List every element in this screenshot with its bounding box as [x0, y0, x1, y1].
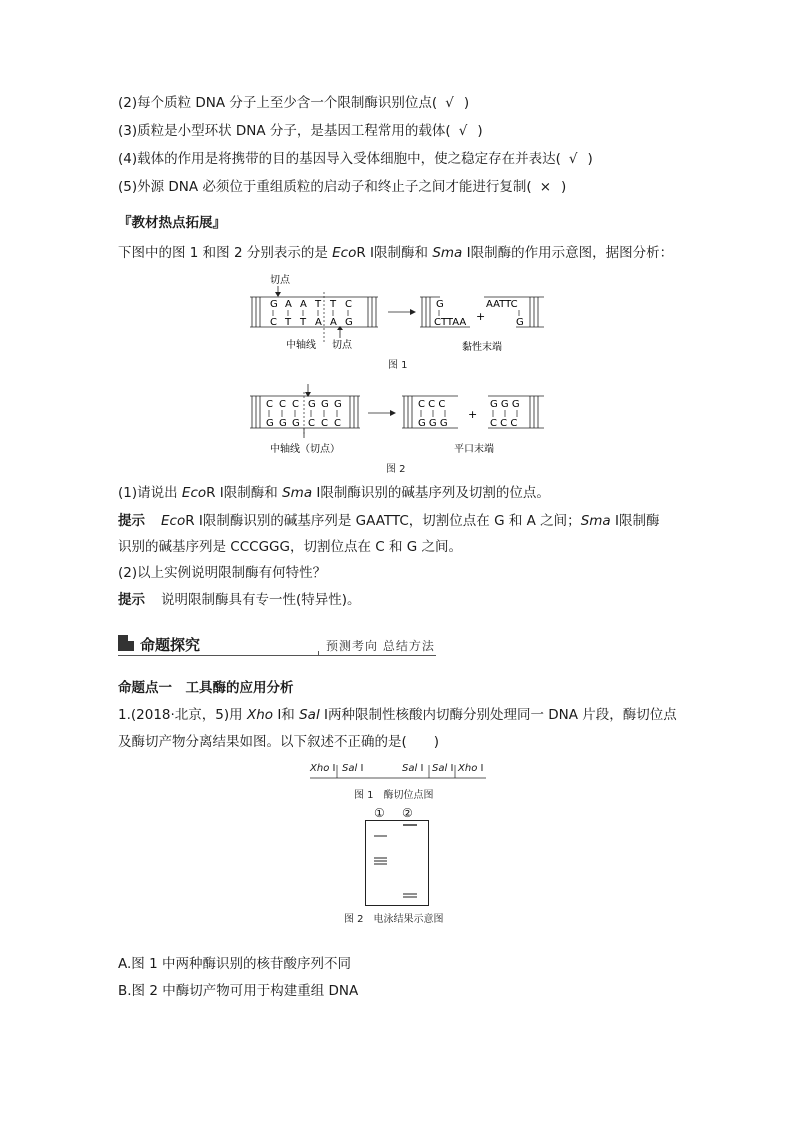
site-map-caption: 图 1 酶切位点图 — [354, 790, 434, 801]
base: C — [321, 418, 328, 429]
text: Ⅰ和 — [273, 707, 300, 723]
hint-label: 提示 — [118, 513, 145, 529]
enzyme-name: Sal — [432, 763, 448, 774]
base: G — [321, 399, 329, 410]
section-square-icon — [118, 635, 134, 651]
base: A — [300, 299, 307, 310]
section-subtitle: 预测考向 总结方法 — [326, 639, 435, 653]
figure-2-smai — [248, 380, 548, 458]
text: 下图中的图 1 和图 2 分别表示的是 — [118, 245, 333, 261]
section-title: 命题探究 — [140, 636, 201, 654]
enzyme-name: Eco — [181, 485, 207, 501]
point-title: 命题点一 工具酶的应用分析 — [118, 680, 294, 696]
fragment-seq: G G G — [418, 418, 448, 429]
item-text: (2)每个质粒 DNA 分子上至少含一个限制酶识别位点( — [118, 95, 438, 111]
fragment-seq: C C C — [418, 399, 446, 410]
enzyme-name: Eco — [161, 513, 186, 529]
text: (1)请说出 — [118, 485, 182, 501]
base: C — [266, 399, 273, 410]
figure-2-caption: 图 2 — [386, 464, 406, 475]
item-text: (4)载体的作用是将携带的目的基因导入受体细胞中，使之稳定存在并表达( — [118, 151, 561, 167]
base: C — [279, 399, 286, 410]
paren-end: ) — [477, 123, 483, 139]
text: 1.(2018·北京，5)用 — [118, 707, 247, 723]
base: C — [292, 399, 299, 410]
intro-sentence — [118, 247, 673, 261]
sticky-end-label: 黏性末端 — [462, 342, 502, 353]
text: R Ⅰ限制酶和 — [356, 245, 433, 261]
text: R Ⅰ限制酶识别的碱基序列是 GAATTC，切割位点在 G 和 A 之间； — [185, 513, 581, 529]
enzyme-name: Xho — [458, 763, 478, 774]
item-4 — [118, 153, 593, 167]
gel-lane-2-label: ② — [402, 806, 413, 820]
fragment-seq: G — [436, 299, 444, 310]
gel-diagram — [365, 820, 429, 906]
check-mark: √ — [568, 151, 578, 167]
plus-sign: + — [468, 408, 478, 421]
option-b: B.图 2 中酶切产物可用于构建重组 DNA — [118, 983, 359, 999]
section-header: 『教材热点拓展』 — [118, 215, 226, 231]
text: Ⅰ — [357, 763, 364, 774]
question-item-line-1 — [118, 709, 677, 723]
axis-label: 中轴线（切点） — [270, 444, 340, 455]
base: G — [266, 418, 274, 429]
blunt-end-label: 平口末端 — [454, 444, 494, 455]
hint-1-line-1 — [118, 515, 659, 529]
section-rule — [118, 655, 436, 656]
base: A — [330, 317, 337, 328]
hint-1-line-2: 识别的碱基序列是 CCCGGG，切割位点在 C 和 G 之间。 — [118, 539, 463, 555]
option-a: A.图 1 中两种酶识别的核苷酸序列不同 — [118, 956, 351, 972]
enzyme-name: Sma — [282, 485, 313, 501]
site-map — [310, 763, 486, 785]
axis-label: 中轴线 — [286, 340, 316, 351]
text: Ⅰ两种限制性核酸内切酶分别处理同一 DNA 片段，酶切位点 — [319, 707, 677, 723]
hint-2 — [118, 594, 361, 608]
paren-end: ) — [561, 179, 567, 195]
fragment-seq: CTTAA — [434, 317, 467, 328]
figure-1-caption: 图 1 — [388, 360, 408, 371]
item-3 — [118, 125, 483, 139]
text: Ⅰ限制酶识别的碱基序列及切割的位点。 — [312, 485, 550, 501]
base: G — [279, 418, 287, 429]
enzyme-name: Sma — [432, 245, 463, 261]
item-text: (5)外源 DNA 必须位于重组质粒的启动子和终止子之间才能进行复制( — [118, 179, 532, 195]
text: Ⅰ限制酶的作用示意图，据图分析： — [462, 245, 674, 261]
enzyme-name: Sal — [402, 763, 418, 774]
plus-sign: + — [476, 310, 486, 323]
check-mark: √ — [445, 95, 454, 111]
cut-label-top: 切点 — [270, 275, 290, 286]
enzyme-name: Sal — [342, 763, 358, 774]
enzyme-name: Eco — [332, 245, 357, 261]
base: T — [330, 299, 337, 310]
paren-end: ) — [587, 151, 593, 167]
base: C — [345, 299, 352, 310]
section-proposition-header — [118, 633, 436, 657]
paren-end: ) — [463, 95, 470, 111]
cut-label-bottom: 切点 — [332, 340, 352, 351]
check-mark: √ — [458, 123, 468, 139]
text: Ⅰ — [417, 763, 424, 774]
base: G — [270, 299, 278, 310]
hint-label: 提示 — [118, 592, 145, 608]
site-map-line — [310, 763, 486, 785]
base: T — [300, 317, 307, 328]
fragment-seq: G G G — [490, 399, 520, 410]
item-text: (3)质粒是小型环状 DNA 分子，是基因工程常用的载体( — [118, 123, 451, 139]
base: G — [345, 317, 353, 328]
figure-1-ecori — [248, 272, 548, 368]
base: C — [308, 418, 315, 429]
enzyme-name: Xho — [310, 763, 330, 774]
base: G — [292, 418, 300, 429]
base: A — [285, 299, 292, 310]
base: G — [334, 399, 342, 410]
fragment-seq: C C C — [490, 418, 518, 429]
base: T — [285, 317, 292, 328]
cross-mark: × — [539, 179, 552, 195]
enzyme-name: Sal — [299, 707, 320, 723]
enzyme-name: Sma — [580, 513, 611, 529]
item-2 — [118, 97, 469, 111]
question-item-line-2: 及酶切产物分离结果如图。以下叙述不正确的是( ) — [118, 734, 440, 750]
text: Ⅰ限制酶 — [610, 513, 660, 529]
text: 说明限制酶具有专一性(特异性)。 — [161, 592, 361, 608]
text: R Ⅰ限制酶和 — [206, 485, 283, 501]
text: Ⅰ — [447, 763, 454, 774]
gel-lane-1-label: ① — [374, 806, 385, 820]
fragment-seq: G — [516, 317, 524, 328]
text: Ⅰ — [477, 763, 484, 774]
item-5 — [118, 181, 566, 195]
base: C — [334, 418, 341, 429]
base: T — [315, 299, 322, 310]
question-1 — [118, 487, 550, 501]
question-2: (2)以上实例说明限制酶有何特性？ — [118, 565, 327, 581]
gel-caption: 图 2 电泳结果示意图 — [344, 914, 444, 925]
base: C — [270, 317, 277, 328]
text: Ⅰ — [329, 763, 336, 774]
base: A — [315, 317, 322, 328]
enzyme-name: Xho — [246, 707, 274, 723]
fragment-seq: AATTC — [486, 299, 518, 310]
base: G — [308, 399, 316, 410]
